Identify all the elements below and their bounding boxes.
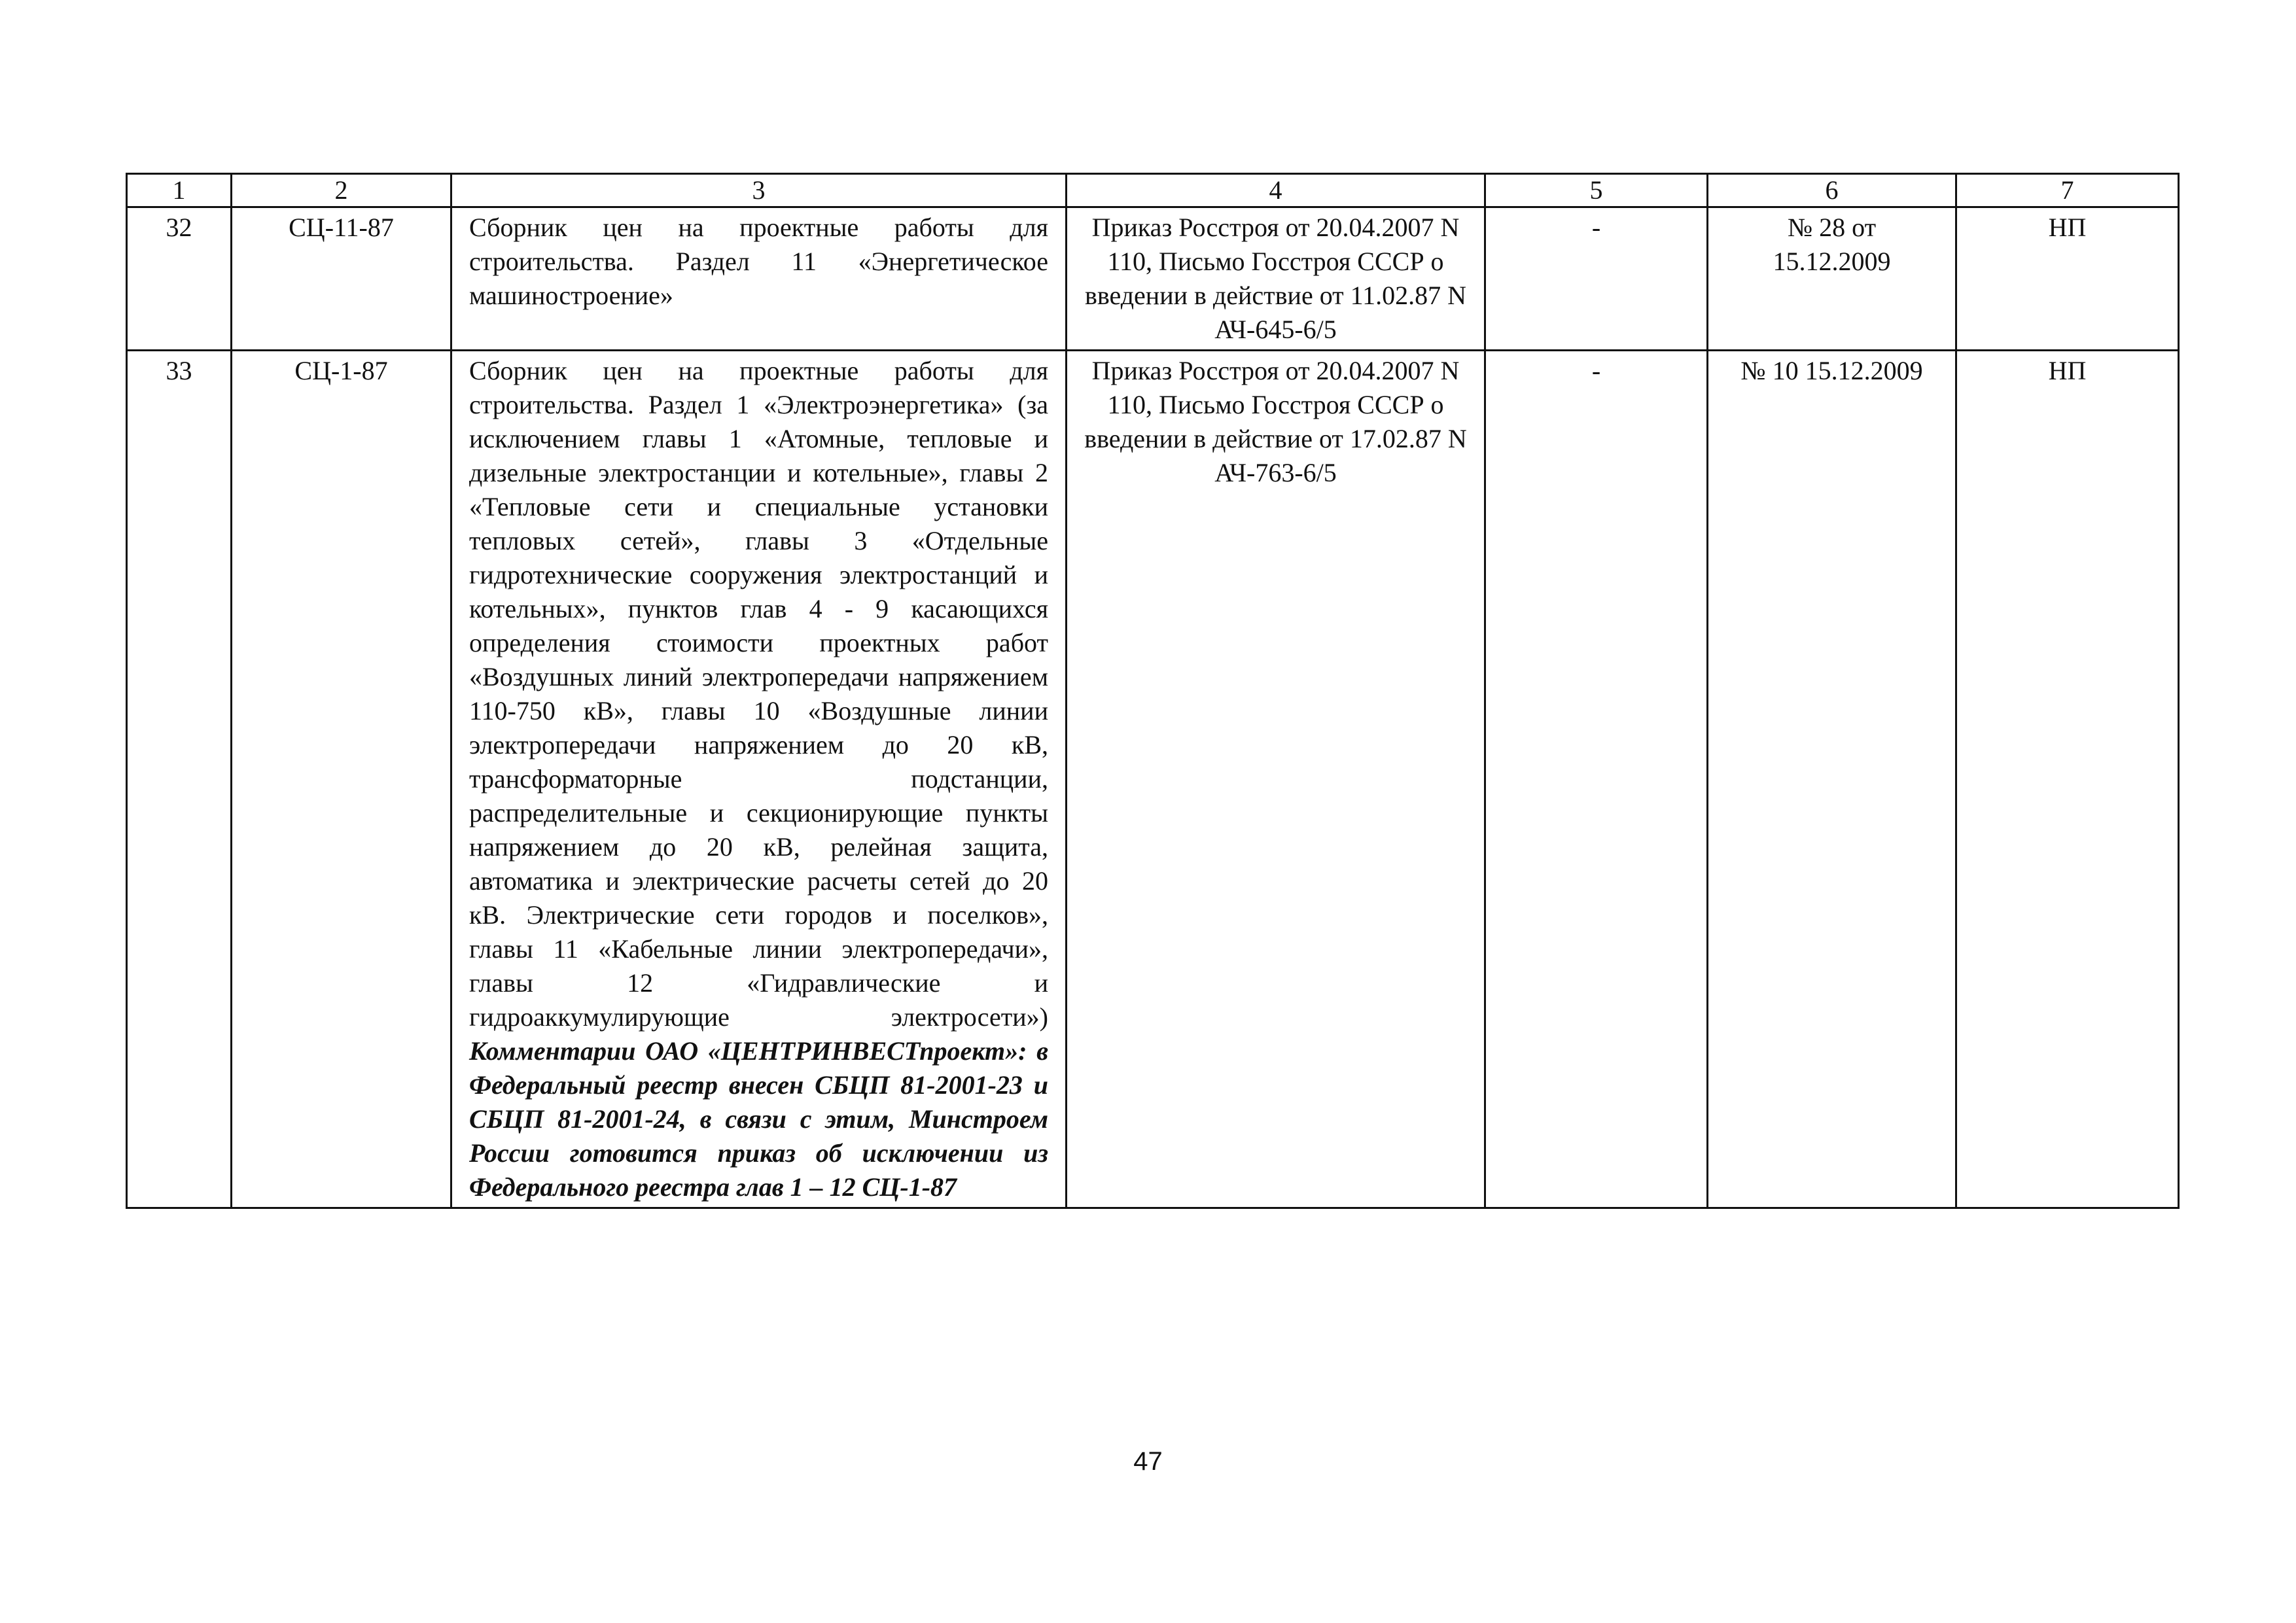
header-cell-5: 5 xyxy=(1485,174,1708,207)
document-title xyxy=(451,207,1067,351)
approval-order: Приказ Росстроя от 20.04.2007 N 110, Письмо Госстроя СССР о введении в действие от 11.02.87 N АЧ-645-6/5 xyxy=(1067,207,1485,351)
page-number: 47 xyxy=(1133,1447,1163,1476)
document-code: СЦ-11-87 xyxy=(232,207,451,351)
document-description: Сборник цен на проектные работы для строительства. Раздел 1 «Электроэнергетика» (за исключением главы 1 «Атомные, тепловые и дизельные электростанции и котельные», главы 2 «Тепловые сети и специальные установки тепловых сетей», главы 3 «Отдельные гидротехнические сооружения электростанций и котельных», пунктов глав 4 - 9 касающихся определения стоимости проектных работ «Воздушных линий электропередачи напряжением 110-750 кВ», главы 10 «Воздушные линии электропередачи напряжением до 20 кВ, трансформаторные подстанции, распределительные и секционирующие пункты напряжением до 20 кВ, релейная защита, автоматика и электрические расчеты сетей до 20 кВ. Электрические сети городов и поселков», главы 11 «Кабельные линии электропередачи», главы 12 «Гидравлические и гидроаккумулирующие электросети») xyxy=(469,356,1048,1032)
table-row xyxy=(127,351,2179,1208)
row-number: 33 xyxy=(127,351,232,1208)
header-cell-6: 6 xyxy=(1708,174,1956,207)
row-number: 32 xyxy=(127,207,232,351)
header-cell-4: 4 xyxy=(1067,174,1485,207)
protocol-number: № 10 15.12.2009 xyxy=(1708,351,1956,1208)
table-header-row xyxy=(127,174,2179,207)
registry-table xyxy=(126,173,2180,1209)
document-code: СЦ-1-87 xyxy=(232,351,451,1208)
header-cell-1: 1 xyxy=(127,174,232,207)
status-code: НП xyxy=(1956,351,2179,1208)
document-comment: Комментарии ОАО «ЦЕНТРИНВЕСТпроект»: в Федеральный реестр внесен СБЦП 81-2001-23 и СБЦП 81-2001-24, в связи с этим, Минстроем России готовится приказ об исключении из Федерального реестра глав 1 – 12 СЦ-1-87 xyxy=(469,1036,1048,1202)
document-title xyxy=(451,351,1067,1208)
table-row xyxy=(127,207,2179,351)
document-description: Сборник цен на проектные работы для строительства. Раздел 11 «Энергетическое машиностроение» xyxy=(469,213,1048,310)
approval-order: Приказ Росстроя от 20.04.2007 N 110, Письмо Госстроя СССР о введении в действие от 17.02.87 N АЧ-763-6/5 xyxy=(1067,351,1485,1208)
header-cell-7: 7 xyxy=(1956,174,2179,207)
protocol-number: № 28 от 15.12.2009 xyxy=(1708,207,1956,351)
column-5-value: - xyxy=(1485,351,1708,1208)
status-code: НП xyxy=(1956,207,2179,351)
header-cell-2: 2 xyxy=(232,174,451,207)
header-cell-3: 3 xyxy=(451,174,1067,207)
column-5-value: - xyxy=(1485,207,1708,351)
